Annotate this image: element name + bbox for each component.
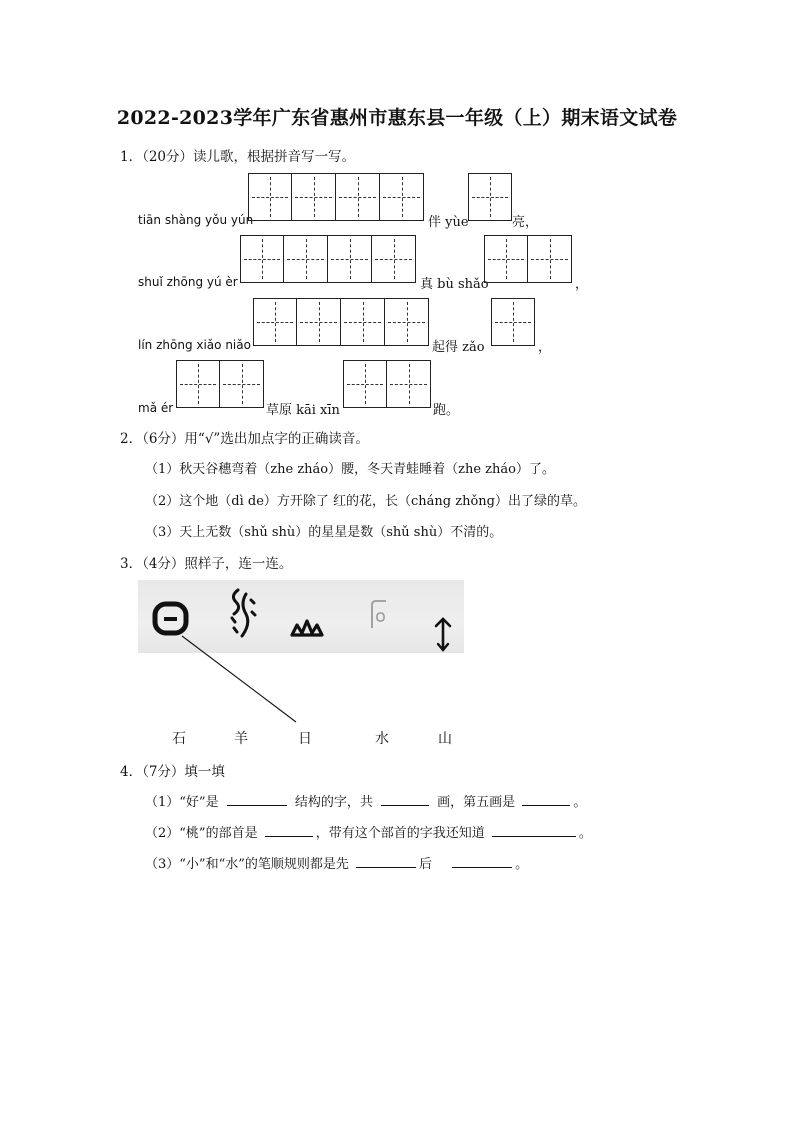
q3-heading: 3．（4分）照样子，连一连。: [120, 556, 293, 572]
q4-i2-text-b: ，带有这个部首的字我还知道: [315, 826, 485, 841]
q4-i3-blank-first[interactable]: [356, 855, 416, 868]
q4-i1-text-a: （1）“好”是: [145, 795, 219, 810]
q1-line2-pinyin: shuǐ zhōng yú èr: [138, 275, 238, 289]
char-option[interactable]: 日: [298, 731, 312, 747]
q4-i1-text-d: 。: [573, 795, 587, 810]
q1-line2-text-b: 真 bù shǎo: [420, 277, 489, 292]
q2-item-2: （2）这个地（dì de）方开除了 红的花，长（cháng zhǒng）出了绿的草。: [145, 494, 587, 509]
q4-i2-blank-example-chars[interactable]: [492, 824, 576, 837]
q2-item-1: （1）秋天谷穗弯着（zhe zháo）腰，冬天青蛙睡着（zhe zháo）了。: [145, 462, 555, 477]
char-option[interactable]: 羊: [234, 731, 248, 747]
q1-line3-text-c: ，: [538, 340, 552, 355]
q4-heading: 4．（7分）填一填: [120, 764, 225, 780]
q2-item-3: （3）天上无数（shǔ shù）的星星是数（shǔ shù）不清的。: [145, 525, 503, 540]
q1-line1-text-c: 亮，: [512, 215, 539, 230]
q1-line4-pinyin: mǎ ér: [138, 401, 174, 415]
q1-line1-pinyin: tiān shàng yǒu yún: [138, 213, 254, 227]
char-option[interactable]: 石: [172, 731, 186, 747]
q4-i3-text-c: 。: [515, 857, 529, 872]
char-option[interactable]: 山: [438, 731, 452, 747]
q1-heading: 1．（20分）读儿歌，根据拼音写一写。: [120, 149, 356, 165]
q4-i3-text-a: （3）“小”和“水”的笔顺规则都是先: [145, 857, 349, 872]
q4-item-3: [145, 853, 528, 872]
q1-line3-text-b: 起得 zǎo: [432, 340, 485, 355]
q4-i1-blank-structure[interactable]: [227, 793, 287, 806]
example-connector-line: [182, 636, 296, 722]
page-title: 2022-2023学年广东省惠州市惠东县一年级（上）期末语文试卷: [116, 107, 678, 129]
q4-i3-text-b: 后: [419, 857, 433, 872]
q4-i1-text-c: 画，第五画是: [437, 795, 516, 810]
q2-heading: 2．（6分）用“√”选出加点字的正确读音。: [120, 431, 369, 447]
q4-i3-blank-then[interactable]: [452, 855, 512, 868]
q4-i2-text-a: （2）“桃”的部首是: [145, 826, 258, 841]
q1-line4-text-c: 跑。: [433, 403, 460, 418]
q4-i1-blank-strokes[interactable]: [381, 793, 429, 806]
q1-line3-pinyin: lín zhōng xiǎo niǎo: [138, 338, 251, 352]
q4-i1-blank-fifth-stroke[interactable]: [522, 793, 570, 806]
q4-i1-text-b: 结构的字，共: [294, 795, 373, 810]
q4-i2-blank-radical[interactable]: [265, 824, 313, 837]
q4-item-2: [145, 822, 592, 841]
q1-line4-text-b: 草原 kāi xīn: [266, 403, 340, 418]
q4-item-1: [145, 791, 586, 810]
q1-line2-text-c: ，: [575, 277, 589, 292]
char-option[interactable]: 水: [375, 731, 389, 747]
q1-line1-text-b: 伴 yùe: [428, 215, 469, 230]
q4-i2-text-c: 。: [578, 826, 592, 841]
